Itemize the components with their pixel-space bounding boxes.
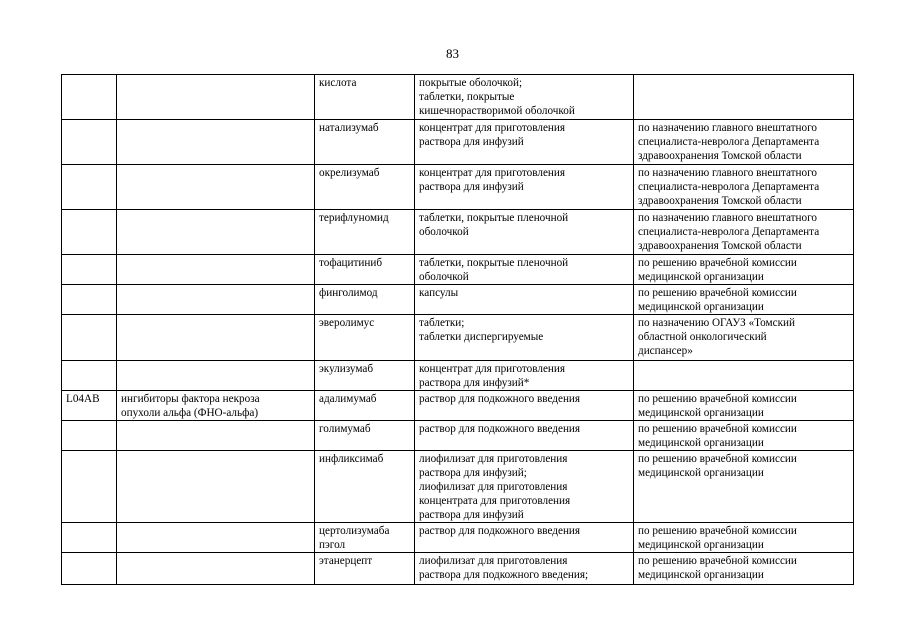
cell-text-line: по решению врачебной комиссии	[638, 393, 797, 405]
drug-name-cell	[315, 75, 415, 120]
cell-text-line: ингибиторы фактора некроза	[121, 393, 260, 405]
cell-text-line: раствора для инфузий	[419, 136, 524, 148]
cell-text-line: таблетки, покрытые пленочной	[419, 212, 569, 224]
cell-text-line: концентрат для приготовления	[419, 122, 566, 134]
table-row	[62, 210, 854, 255]
cell-text-line: по решению врачебной комиссии	[638, 423, 797, 435]
cell-text-line: концентрата для приготовления	[419, 495, 571, 507]
cell-text-line: здравоохранения Томской области	[638, 195, 802, 207]
atc-code-cell	[62, 120, 117, 165]
cell-text-line: по назначению главного внештатного	[638, 122, 818, 134]
atc-code-cell	[62, 165, 117, 210]
table-row	[62, 421, 854, 451]
atc-code-cell	[62, 210, 117, 255]
cell-text-line: инфликсимаб	[319, 453, 384, 465]
group-name-cell	[117, 421, 315, 451]
prescription-note-cell	[634, 523, 854, 553]
prescription-note-cell	[634, 120, 854, 165]
cell-text-line: опухоли альфа (ФНО-альфа)	[121, 407, 259, 419]
cell-text-line: эверолимус	[319, 317, 375, 329]
cell-text-line: медицинской организации	[638, 467, 764, 479]
cell-text-line: этанерцепт	[319, 555, 373, 567]
cell-text-line: оболочкой	[419, 271, 469, 283]
drug-name-cell	[315, 255, 415, 285]
drug-name-cell	[315, 210, 415, 255]
cell-text-line: голимумаб	[319, 423, 371, 435]
cell-text-line: натализумаб	[319, 122, 379, 134]
dosage-form-cell	[415, 255, 634, 285]
cell-text-line: по решению врачебной комиссии	[638, 525, 797, 537]
table-row	[62, 120, 854, 165]
prescription-note-cell	[634, 285, 854, 315]
cell-text-line: пэгол	[319, 539, 346, 551]
table-row	[62, 315, 854, 361]
cell-text-line: раствора для инфузий	[419, 509, 524, 521]
page-number: 83	[446, 46, 459, 61]
prescription-note-cell	[634, 165, 854, 210]
table-row	[62, 553, 854, 585]
dosage-form-cell	[415, 451, 634, 523]
cell-text-line: медицинской организации	[638, 437, 764, 449]
atc-code-cell	[62, 75, 117, 120]
cell-text-line: оболочкой	[419, 226, 469, 238]
drug-table	[61, 74, 854, 585]
cell-text-line: по решению врачебной комиссии	[638, 555, 797, 567]
cell-text-line: лиофилизат для приготовления	[419, 453, 568, 465]
group-name-cell	[117, 120, 315, 165]
cell-text-line: областной онкологический	[638, 331, 767, 343]
cell-text-line: концентрат для приготовления	[419, 363, 566, 375]
table-row	[62, 391, 854, 421]
atc-code-cell	[62, 523, 117, 553]
cell-text-line: здравоохранения Томской области	[638, 150, 802, 162]
cell-text-line: капсулы	[419, 287, 459, 299]
drug-name-cell	[315, 315, 415, 361]
dosage-form-cell	[415, 421, 634, 451]
cell-text-line: кислота	[319, 77, 357, 89]
cell-text-line: L04AB	[66, 393, 100, 405]
cell-text-line: концентрат для приготовления	[419, 167, 566, 179]
drug-name-cell	[315, 421, 415, 451]
cell-text-line: медицинской организации	[638, 539, 764, 551]
cell-text-line: лиофилизат для приготовления	[419, 555, 568, 567]
cell-text-line: по решению врачебной комиссии	[638, 257, 797, 269]
cell-text-line: раствор для подкожного введения	[419, 423, 581, 435]
prescription-note-cell	[634, 75, 854, 120]
drug-name-cell	[315, 523, 415, 553]
cell-text-line: специалиста-невролога Департамента	[638, 136, 820, 148]
cell-text-line: по решению врачебной комиссии	[638, 287, 797, 299]
dosage-form-cell	[415, 391, 634, 421]
table-row	[62, 361, 854, 391]
cell-text-line: финголимод	[319, 287, 378, 299]
cell-text-line: медицинской организации	[638, 301, 764, 313]
dosage-form-cell	[415, 75, 634, 120]
atc-code-cell	[62, 255, 117, 285]
atc-code-cell	[62, 451, 117, 523]
prescription-note-cell	[634, 421, 854, 451]
cell-text-line: экулизумаб	[319, 363, 374, 375]
group-name-cell	[117, 315, 315, 361]
cell-text-line: раствор для подкожного введения	[419, 393, 581, 405]
drug-name-cell	[315, 391, 415, 421]
dosage-form-cell	[415, 165, 634, 210]
cell-text-line: таблетки;	[419, 317, 465, 329]
cell-text-line: терифлуномид	[319, 212, 389, 224]
prescription-note-cell	[634, 210, 854, 255]
dosage-form-cell	[415, 361, 634, 391]
atc-code-cell	[62, 391, 117, 421]
group-name-cell	[117, 451, 315, 523]
group-name-cell	[117, 523, 315, 553]
table-row	[62, 285, 854, 315]
cell-text-line: тофацитиниб	[319, 257, 383, 269]
table-row	[62, 523, 854, 553]
table-row	[62, 75, 854, 120]
cell-text-line: лиофилизат для приготовления	[419, 481, 568, 493]
cell-text-line: покрытые оболочкой;	[419, 77, 523, 89]
table-body	[62, 75, 854, 585]
cell-text-line: здравоохранения Томской области	[638, 240, 802, 252]
atc-code-cell	[62, 285, 117, 315]
cell-text-line: медицинской организации	[638, 407, 764, 419]
cell-text-line: по назначению главного внештатного	[638, 167, 818, 179]
cell-text-line: раствора для инфузий;	[419, 467, 527, 479]
cell-text-line: по решению врачебной комиссии	[638, 453, 797, 465]
prescription-note-cell	[634, 361, 854, 391]
dosage-form-cell	[415, 553, 634, 585]
drug-name-cell	[315, 165, 415, 210]
cell-text-line: медицинской организации	[638, 271, 764, 283]
cell-text-line: специалиста-невролога Департамента	[638, 226, 820, 238]
cell-text-line: раствор для подкожного введения	[419, 525, 581, 537]
atc-code-cell	[62, 315, 117, 361]
cell-text-line: таблетки диспергируемые	[419, 331, 544, 343]
drug-name-cell	[315, 553, 415, 585]
cell-text-line: по назначению главного внештатного	[638, 212, 818, 224]
cell-text-line: раствора для подкожного введения;	[419, 569, 589, 581]
dosage-form-cell	[415, 523, 634, 553]
table-row	[62, 255, 854, 285]
group-name-cell	[117, 75, 315, 120]
drug-name-cell	[315, 285, 415, 315]
group-name-cell	[117, 210, 315, 255]
prescription-note-cell	[634, 553, 854, 585]
cell-text-line: окрелизумаб	[319, 167, 380, 179]
cell-text-line: по назначению ОГАУЗ «Томский	[638, 317, 795, 329]
cell-text-line: адалимумаб	[319, 393, 377, 405]
cell-text-line: таблетки, покрытые	[419, 91, 515, 103]
group-name-cell	[117, 255, 315, 285]
prescription-note-cell	[634, 255, 854, 285]
cell-text-line: медицинской организации	[638, 569, 764, 581]
table-row	[62, 451, 854, 523]
dosage-form-cell	[415, 120, 634, 165]
drug-name-cell	[315, 120, 415, 165]
group-name-cell	[117, 285, 315, 315]
cell-text-line: таблетки, покрытые пленочной	[419, 257, 569, 269]
cell-text-line: диспансер»	[638, 345, 693, 357]
group-name-cell	[117, 361, 315, 391]
group-name-cell	[117, 391, 315, 421]
prescription-note-cell	[634, 391, 854, 421]
atc-code-cell	[62, 361, 117, 391]
group-name-cell	[117, 553, 315, 585]
table-row	[62, 165, 854, 210]
dosage-form-cell	[415, 210, 634, 255]
drug-name-cell	[315, 451, 415, 523]
drug-name-cell	[315, 361, 415, 391]
group-name-cell	[117, 165, 315, 210]
cell-text-line: цертолизумаба	[319, 525, 390, 537]
cell-text-line: раствора для инфузий	[419, 181, 524, 193]
atc-code-cell	[62, 421, 117, 451]
cell-text-line: кишечнорастворимой оболочкой	[419, 105, 575, 117]
cell-text-line: специалиста-невролога Департамента	[638, 181, 820, 193]
cell-text-line: раствора для инфузий*	[419, 377, 530, 389]
prescription-note-cell	[634, 451, 854, 523]
atc-code-cell	[62, 553, 117, 585]
prescription-note-cell	[634, 315, 854, 361]
dosage-form-cell	[415, 285, 634, 315]
dosage-form-cell	[415, 315, 634, 361]
